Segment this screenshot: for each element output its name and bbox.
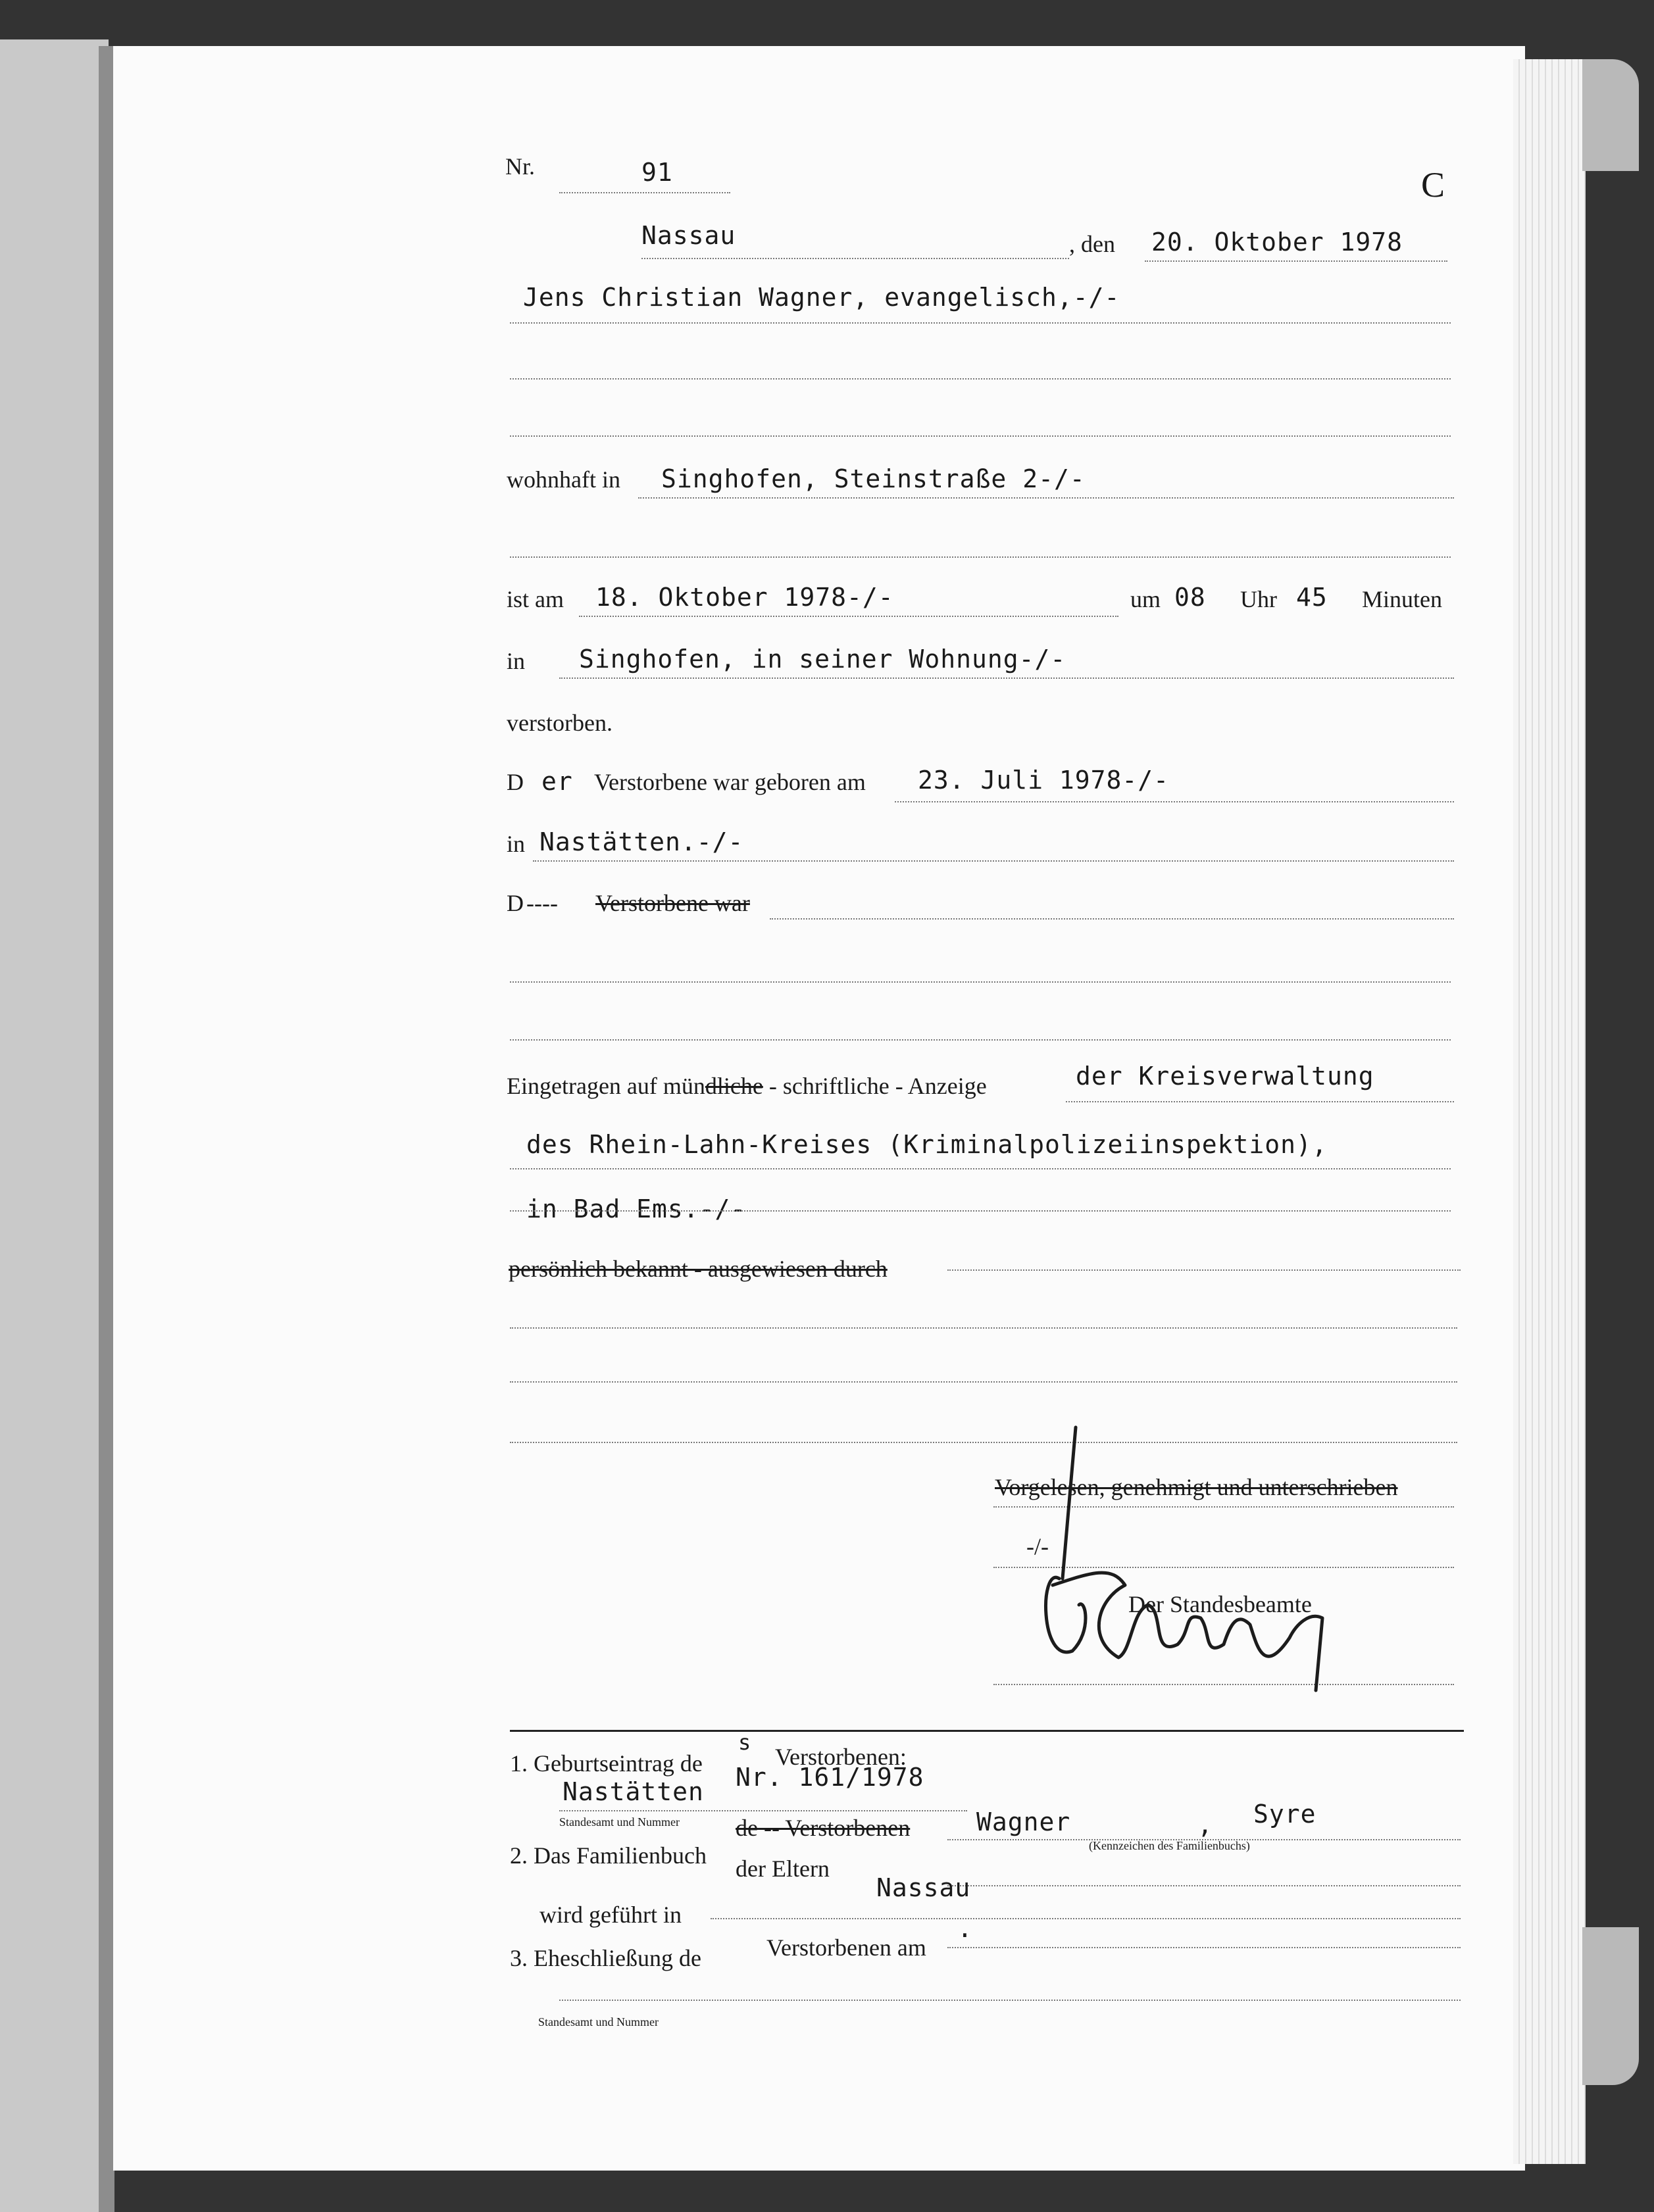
- name-underline: [510, 322, 1451, 324]
- page-stack-edge: [1513, 59, 1586, 2164]
- birth-entry-suffix: Verstorbenen:: [775, 1744, 907, 1770]
- kennzeichen-label: (Kennzeichen des Familienbuchs): [1089, 1839, 1250, 1852]
- registration-struck-1: dliche: [705, 1073, 763, 1099]
- registration-label: [507, 1072, 987, 1100]
- birth-entry-number: Nr. 161/1978: [736, 1763, 924, 1792]
- official-label: Der Standesbeamte: [1128, 1591, 1312, 1617]
- marriage-entry-underline: [947, 1947, 1461, 1948]
- time-hour: 08: [1174, 583, 1206, 612]
- registration-value-3: in Bad Ems.-/-: [526, 1194, 747, 1223]
- registration-value-2: des Rhein-Lahn-Kreises (Kriminalpolizeiinspektion),: [526, 1130, 1328, 1159]
- date-underline: [1145, 260, 1447, 262]
- identity-struck: persönlich bekannt - ausgewiesen durch: [509, 1256, 888, 1282]
- registration-value-1: der Kreisverwaltung: [1076, 1062, 1374, 1091]
- birth-place-underline: [533, 860, 1454, 862]
- place-underline: [641, 258, 1069, 259]
- blank-line-2: [510, 435, 1451, 437]
- marriage-entry-suffix: Verstorbenen am: [766, 1934, 926, 1961]
- blank-line-7: [510, 1381, 1457, 1383]
- time-um-label: um: [1130, 586, 1161, 612]
- death-date-underline: [579, 616, 1118, 617]
- place-value: Nassau: [641, 221, 736, 250]
- family-book-name: Wagner: [976, 1807, 1071, 1836]
- marriage-entry-label: 3. Eheschließung de: [510, 1945, 701, 1971]
- official-signature: [1013, 1414, 1382, 1697]
- birth-entry-label: 1. Geburtseintrag de: [510, 1750, 703, 1777]
- book-binding: [99, 46, 114, 2212]
- identity-underline: [947, 1269, 1461, 1271]
- marriage-dashes: ----: [526, 890, 558, 916]
- nr-value: 91: [641, 158, 673, 187]
- nr-label: Nr.: [505, 153, 535, 180]
- registration-underline-1: [1066, 1101, 1454, 1102]
- kept-in-underline: [711, 1918, 1461, 1919]
- registration-underline-2: [510, 1168, 1451, 1169]
- read-approved-struck: Vorgelesen, genehmigt und unterschrieben: [995, 1474, 1398, 1500]
- birth-entry-superscript: s: [738, 1730, 752, 1755]
- verstorben-label: verstorben.: [507, 710, 613, 736]
- kept-in-value: Nassau: [876, 1873, 971, 1902]
- death-place-underline: [559, 677, 1454, 679]
- register-page: [113, 46, 1525, 2171]
- birth-place-label: in: [507, 831, 526, 857]
- blank-line-6: [510, 1327, 1457, 1329]
- nr-underline: [559, 192, 730, 193]
- family-book-struck: de -- Verstorbenen: [736, 1815, 911, 1841]
- blank-line-5: [510, 1039, 1451, 1041]
- date-value: 20. Oktober 1978: [1151, 228, 1403, 257]
- dash-marker: -/-: [1026, 1533, 1049, 1560]
- time-uhr-label: Uhr: [1240, 586, 1277, 612]
- family-book-underline-2: [947, 1885, 1461, 1886]
- birth-d-prefix: D: [507, 769, 524, 795]
- birth-entry-underline: [559, 1810, 967, 1811]
- corner-protector-bottom: [1582, 1927, 1639, 2085]
- death-date-label: ist am: [507, 586, 564, 612]
- standesamt-label-2: Standesamt und Nummer: [538, 2015, 659, 2028]
- marriage-struck-label: Verstorbene war: [595, 890, 750, 916]
- birth-er-suffix: er: [541, 767, 573, 796]
- family-book-comma: ,: [1197, 1810, 1213, 1839]
- death-place-value: Singhofen, in seiner Wohnung-/-: [579, 645, 1066, 674]
- registration-underline-3: [510, 1210, 1451, 1212]
- time-minutes: 45: [1296, 583, 1328, 612]
- birth-date-value: 23. Juli 1978-/-: [918, 766, 1170, 795]
- blank-line-1: [510, 378, 1451, 380]
- left-facing-page: [0, 39, 109, 2212]
- death-place-label: in: [507, 648, 526, 674]
- marriage-entry-dot: .: [957, 1914, 973, 1943]
- death-date-value: 18. Oktober 1978-/-: [595, 583, 894, 612]
- family-book-name2: Syre: [1253, 1800, 1316, 1829]
- marriage-entry-underline-2: [559, 2000, 1461, 2001]
- date-label: , den: [1069, 231, 1115, 257]
- family-book-parents: der Eltern: [736, 1856, 830, 1882]
- standesamt-label-1: Standesamt und Nummer: [559, 1815, 680, 1829]
- marriage-underline: [770, 918, 1454, 920]
- residence-value: Singhofen, Steinstraße 2-/-: [661, 464, 1086, 493]
- residence-label: wohnhaft in: [507, 466, 620, 493]
- family-book-label: 2. Das Familienbuch: [510, 1842, 707, 1869]
- form-letter: C: [1421, 165, 1445, 205]
- residence-underline: [638, 497, 1454, 499]
- name-line: Jens Christian Wagner, evangelisch,-/-: [523, 283, 1120, 312]
- kept-in-label: wird geführt in: [539, 1902, 682, 1928]
- birth-place-value: Nastätten.-/-: [539, 827, 744, 856]
- corner-protector-top: [1582, 59, 1639, 171]
- footer-item-1: [510, 1750, 703, 1777]
- registration-label-part-1: Eingetragen auf mün: [507, 1073, 705, 1099]
- blank-line-4: [510, 981, 1451, 983]
- registration-label-part-2: - schriftliche - Anzeige: [763, 1073, 987, 1099]
- birth-date-underline: [895, 801, 1454, 802]
- footer-divider: [510, 1730, 1464, 1732]
- birth-entry-place: Nastätten: [563, 1777, 704, 1806]
- blank-line-3: [510, 556, 1451, 558]
- time-minuten-label: Minuten: [1362, 586, 1442, 612]
- marriage-d-prefix: D: [507, 890, 524, 916]
- birth-label: Verstorbene war geboren am: [594, 769, 866, 795]
